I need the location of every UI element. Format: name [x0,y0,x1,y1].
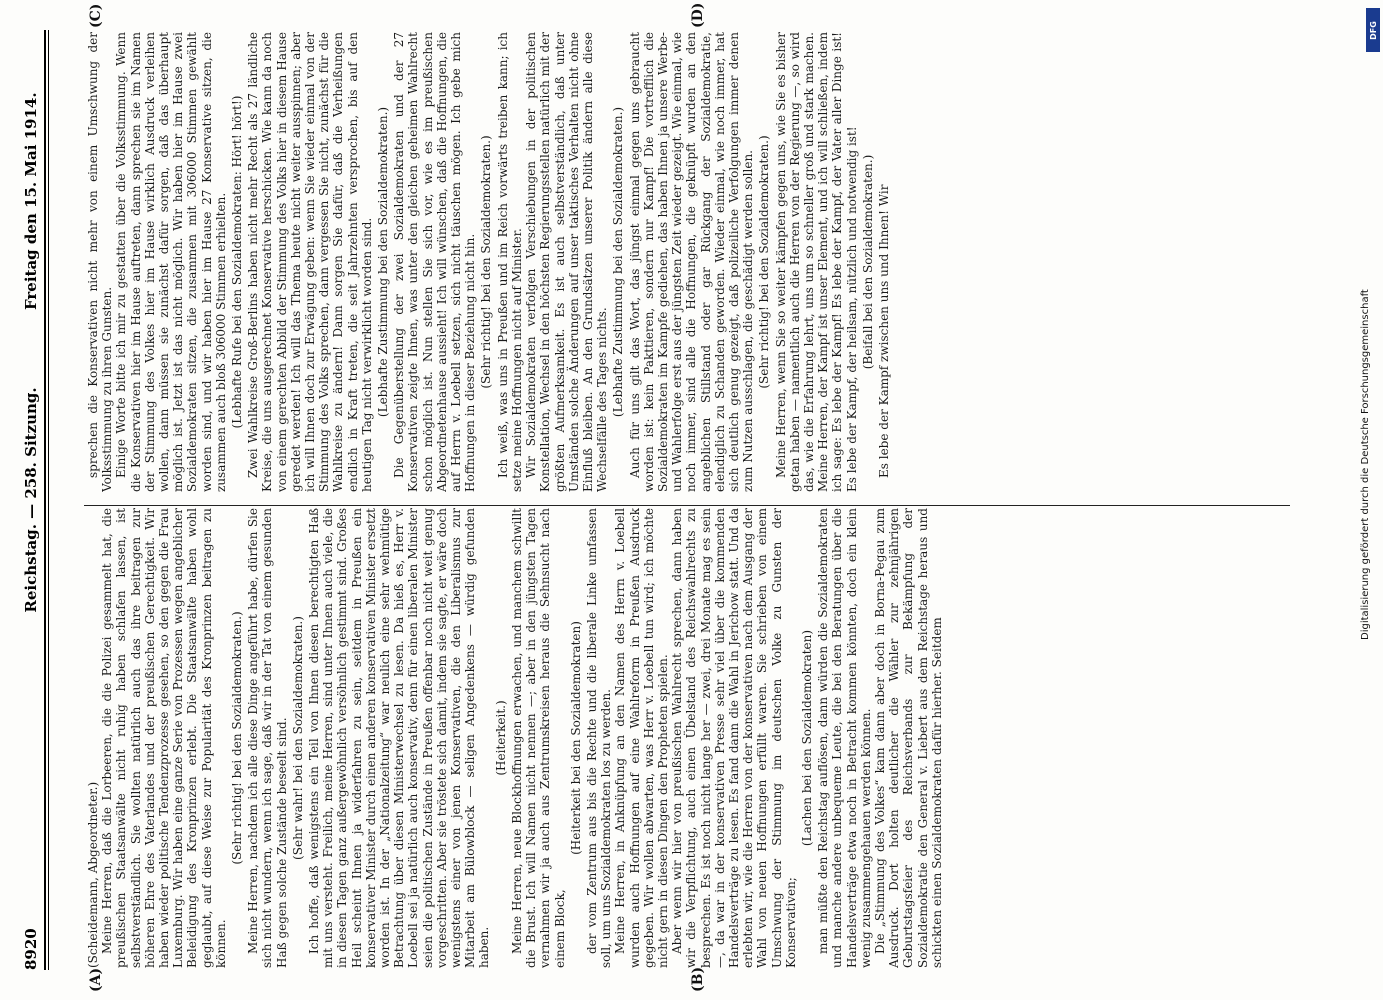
paragraph: man müßte den Reichstag auflösen, dann würden die Sozialdemokraten und manche andere unbequeme Leute, die bei den Beratungen über die Handelsverträge etwa noch in Betracht kommen könnten, doch ein klein wenig zusammengehauen werden können. [816,508,873,968]
right-text-column [86,32,1284,492]
header-rule [44,30,46,970]
left-text-column [86,508,1284,968]
paragraph: Die Gegenüberstellung der zwei Sozialdemokraten und der 27 Konservativen zeigte Ihnen, was unter den gleichen geheimen Wahlrecht schon möglich ist. Nun stellen Sie sich vor, wie es im preußischen Abgeordnetenhause aussieht! Ich will wünschen, daß die Hoffnungen, die auf Herrn v. Loebell setzen, sich nicht täuschen mögen. Ich gebe mich Hoffnungen in dieser Beziehung nicht hin. [392,32,478,492]
paragraph: Meine Herren, neue Blockhoffnungen erwachen, und manchem schwillt die Brust. Ich will Namen nicht nennen —; aber in den jüngsten Tagen vernahmen wir ja auch aus Zentrumskreisen heraus die Sehnsucht nach einem Block, [509,508,567,968]
margin-marker-a: (A) [88,967,104,992]
page-number: 8920 [22,928,40,970]
interjection: (Sehr richtig! bei den Sozialdemokraten.) [757,135,772,389]
interjection: (Heiterkeit.) [493,700,508,776]
paragraph: Zwei Wahlkreise Groß-Berlins haben nicht mehr Recht als 27 ländliche Kreise, die uns ausgerechnet Konservative herschicken. Wie kann da noch von einem gerechten Abbild der Stimmung des Volks hier in diesem Hause geredet werden! Ich will das Thema heute nicht weiter ausspinnen; aber ich will Ihnen doch zur Erwägung geben: wenn Sie wieder einmal von der Stimmung des Volks sprechen, dann vergessen Sie nicht, zunächst für die Wahlkreise zu ändern! Dann sorgen Sie dafür, daß die Verheißungen endlich in Kraft treten, die seit Jahrzehnten versprochen, bis auf den heutigen Tag nicht verwirklicht worden sind. [246,32,374,492]
interjection: (Heiterkeit bei den Sozialdemokraten) [568,621,583,855]
paragraph: Die „Stimmung des Volkes“ kam dann aber doch in Borna-Pegau zum Ausdruck. Dort holten deutlicher die Wähler zur zehnjährigen Geburtstagsfeier des Reichsverbands zur Bekämpfung der Sozialdemokratie den General v. Liebert aus dem Reichstage heraus und schickten einen Sozialdemokraten dafür hierher. Seitdem [872,508,944,968]
interjection: (Sehr richtig! bei den Sozialdemokraten.) [479,135,494,389]
interjection: (Lachen bei den Sozialdemokraten) [799,629,814,847]
paragraph: Auch für uns gilt das Wort, das jüngst einmal gegen uns gebraucht worden ist: kein Pakttieren, sondern nur Kampf! Die vortrefflich die Sozialdemokraten im Kampfe gediehen, das haben Ihnen ja unsere Werbe- und Wahlerfolge erst aus der jüngsten Zeit wieder gezeigt. Wie einmal, wie noch immer, sind alle die Hoffnungen, die geknüpft wurden an den angeblichen Stillstand oder gar Rückgang der Sozialdemokratie, elendiglich zu Schanden geworden. Wieder einmal, wie noch immer, hat sich deutlich genug gezeigt, daß polizeiliche Verfolgungen immer denen zum Nutzen ausschlagen, die geschädigt werden sollen. [627,32,756,492]
funding-note: Digitalisierung gefördert durch die Deutsche Forschungsgemeinschaft [1360,289,1371,640]
paragraph: Aber wenn wir hier von preußischen Wahlrecht sprechen, dann haben wir die Verpflichtung, auch einen Übelstand des Reichswahlrechts zu besprechen. Es ist noch nicht lange her — zwei, drei Monate mag es sein —, da war in der konservativen Presse sehr viel über die kommenden Handelsverträge zu lesen. Es fand dann die Wahl in Jerichow statt. Und da erlebten wir, wie die Herren von der konservativen nach dem Ausgang der Wahl von neuen Hoffnungen erfüllt waren. Sie schrieben von einem Umschwung der Stimmung im deutschen Volke zu Gunsten der Konservativen; [670,508,798,968]
paragraph: Meine Herren, wenn Sie so weiter kämpfen gegen uns, wie Sie es bisher getan haben — namentlich auch die Herren von der Regierung —, so wird das, wie die Erfahrung lehrt, uns um so schneller groß und stark machen. Meine Herren, der Kampf ist unser Element, und ich will schließen, indem ich sage: Es lebe der Kampf! Es lebe der Kampf, der Vater aller Dinge ist! Es lebe der Kampf, der heilsam, nützlich und notwendig ist! [773,32,859,492]
paragraph: Es lebe der Kampf zwischen uns und Ihnen! Wir [876,184,891,478]
paragraph: Meine Herren, in Anknüpfung an den Namen des Herrn v. Loebell wurden auch Hoffnungen auf eine Wahlreform in Preußen Ausdruck gegeben. Wir wollen abwarten, was Herr v. Loebell tun wird; ich möchte nicht gern in diesen Dingen den Propheten spielen. [613,508,670,968]
session-date: Freitag den 15. Mai 1914. [22,92,40,310]
margin-marker-d: (D) [690,2,706,28]
speaker-label: (Scheidemann, Abgeordneter.) [86,781,100,968]
interjection: (Lebhafte Zustimmung bei den Sozialdemokraten.) [376,106,391,418]
interjection: (Beifall bei den Sozialdemokraten.) [860,154,875,370]
dfg-logo: DFG [1366,8,1380,52]
margin-marker-b: (B) [690,966,706,992]
paragraph: Einige Worte bitte ich mir zu gestatten über die Volksstimmung. Wenn die Konservativen hier im Hause auftreten, dann sprechen sie im Namen der Stimmung des Volkes hier im Hause wirklich Ausdruck verleihen wollen, dann müssen sie zunächst dafür sorgen, daß das überhaupt möglich ist. Jetzt ist das nicht möglich. Wir haben hier im Hause zwei Sozialdemokraten sitzen, die zusammen mit 306000 Stimmen gewählt worden sind, und wir haben hier im Hause 27 Konservative sitzen, die zusammen auch bloß 306000 Stimmen erhielten. [114,32,228,492]
paragraph: sprechen die Konservativen nicht mehr von einem Umschwung der Volksstimmung zu ihren Gunsten. [86,32,115,492]
paragraph: Ich weiß, was uns in Preußen und im Reich vorwärts treiben kann; ich setze meine Hoffnungen nicht auf Minister. [495,32,524,492]
session-title: Reichstag. — 258. Sitzung. [22,387,40,613]
interjection: (Sehr richtig! bei den Sozialdemokraten.) [230,611,245,865]
paragraph: Ich hoffe, daß wenigstens ein Teil von Ihnen diesen berechtigten Haß mit uns versteht. Freilich, meine Herren, sind unter Ihnen auch viele, die in diesen Tagen ganz außergewöhnlich versöhnlich gestimmt sind. Großes Heil scheint Ihnen ja widerfahren zu sein, seitdem in Preußen ein konservativer Minister durch einen anderen konservativen Minister ersetzt worden ist. In der „Nationalzeitung“ war neulich eine sehr wehmütige Betrachtung über diesen Ministerwechsel zu lesen. Da hieß es, Herr v. Loebell sei ja natürlich auch konservativ, denn für einen liberalen Minister seien die politischen Zustände in Preußen offenbar noch nicht weit genug vorgeschritten. Aber sie tröstete sich damit, indem sie sagte, er wäre doch wenigstens einer von jenen Konservativen, die den Liberalismus zur Mitarbeit am Bülowblock — seligen Angedenkens — würdig gefunden haben. [307,508,492,968]
interjection: (Lebhafte Zustimmung bei den Sozialdemokraten.) [611,106,626,418]
column-divider [84,505,1290,506]
paragraph: Meine Herren, nachdem ich alle diese Dinge angeführt habe, dürfen Sie sich nicht wundern, wenn ich sage, daß wir in der Tat von einem gesunden Haß gegen solche Zustände beseelt sind. [246,508,289,968]
paragraph: Meine Herren, daß die Lorbeeren, die die Polizei gesammelt hat, die preußischen Staatsanwälte nicht ruhig haben schlafen lassen, ist selbstverständlich. Sie wollten natürlich auch das ihre beitragen zur höheren Ehre des Vaterlandes und der preußischen Gerechtigkeit. Wir haben wieder politische Tendenzprozesse gesehen, so den gegen die Frau Luxemburg. Wir haben eine ganze Serie von Prozessen wegen angeblicher Beleidigung des Kronprinzen erlebt. Die Staatsanwälte haben wohl geglaubt, auf diese Weise zur Popularität des Kronprinzen beitragen zu können. [100,508,228,968]
margin-marker-c: (C) [88,3,104,28]
header-rule-thin [48,30,49,970]
paragraph: Wir Sozialdemokraten verfolgen Verschiebungen in der politischen Konstellation, Wechsel in den höchsten Regierungsstellen natürlich mit der größten Aufmerksamkeit. Es ist auch selbstverständlich, daß unter Umständen solche Änderungen auf unser taktisches Verhalten nicht ohne Einfluß bleiben. An den Grundsätzen unserer Politik ändern alle diese Wechselfälle des Tages nichts. [524,32,610,492]
paragraph: der vom Zentrum aus bis die Rechte und die liberale Linke umfassen soll, um uns Sozialdemokraten los zu werden. [584,508,614,968]
interjection: (Lebhafte Rufe bei den Sozialdemokraten: Hört! hört!) [230,95,245,429]
interjection: (Sehr wahr! bei den Sozialdemokraten.) [290,616,305,860]
